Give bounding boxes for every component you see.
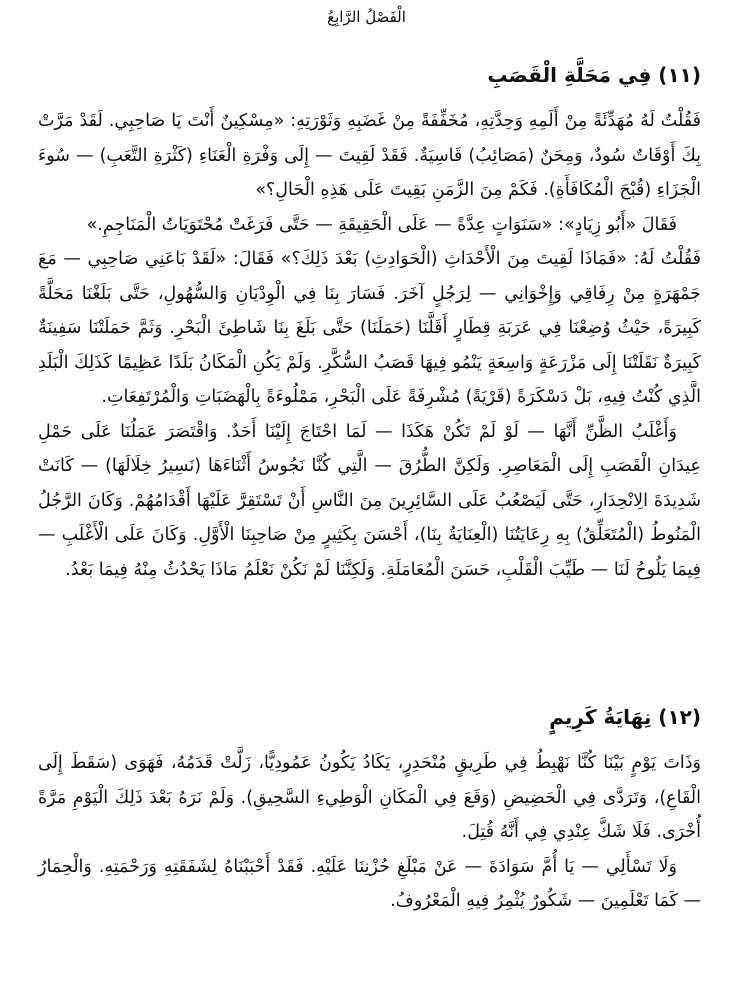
paragraph: وَأَغْلَبُ الظَّنِّ أَنَّهَا — لَوْ لَمْ تَكُنْ هَكَذَا — لَمَا احْتَاجَ إِلَيْنَا أَحَدٌ. وَاقْتَصَرَ عَمَلُنَا عَلَى حَمْلِ عِيدَانِ الْقَصَبِ إِلَى الْمَعَاصِرِ. وَلَكِنَّ الطُّرُقَ — الَّتِي كُنَّا نَجُوسُ أَثْنَاءَهَا (نَسِيرُ خِلَالَهَا) — كَانَتْ شَدِيدَةَ الِانْحِدَارِ، حَتَّى لَيَصْعُبُ عَلَى السَّائِرِينَ مِنَ النَّاسِ أَنْ تَسْتَقِرَّ عَلَيْهَا أَقْدَامُهُمْ. وَكَانَ الرَّجُلُ الْمَنُوطُ (الْمُتَعَلِّقُ) بِهِ رِعَايَتُنَا (الْعِنَايَةُ بِنَا)، أَحْسَنَ بِكَثِيرٍ مِنْ صَاحِبِنَا الْأَوَّلِ. وَكَانَ عَلَى الْأَغْلَبِ — فِيمَا يَلُوحُ لَنَا — طَيِّبَ الْقَلْبِ، حَسَنَ الْمُعَامَلَةِ. وَلَكِنَّنَا لَمْ نَكُنْ نَعْلَمُ مَاذَا يَحْدُثُ مِنْهُ فِيمَا بَعْدُ.	[38, 421, 701, 580]
section-11	[38, 58, 701, 587]
paragraph: وَلَا تَسْأَلِي — يَا أُمَّ سَوَادَةَ — عَنْ مَبْلَغِ حُزْنِنَا عَلَيْهِ. فَقَدْ أَحْبَبْنَاهُ لِشَفَقَتِهِ وَرَحْمَتِهِ. وَالْحِمَارُ — كَمَا تَعْلَمِينَ — شَكُورٌ يُثْمِرُ فِيهِ الْمَعْرُوفُ.	[38, 856, 701, 911]
paragraph: فَقَالَ «أَبُو زِيَادٍ»: «سَنَوَاتٍ عِدَّةً — عَلَى الْحَقِيقَةِ — حَتَّى فَرَغَتْ مُحْتَوَيَاتُ الْمَنَاجِمِ.»	[86, 214, 677, 235]
paragraph: فَقُلْتُ لَهُ مُهَدِّئَةً مِنْ أَلَمِهِ وَحِدَّتِهِ، مُخَفِّفَةً مِنْ غَضَبِهِ وَثَوْرَتِهِ: «مِسْكِينٌ أَنْتَ يَا صَاحِبِي. لَقَدْ مَرَّتْ بِكَ أَوْقَاتٌ سُودٌ، وَمِحَنٌ (مَصَائِبُ) قَاسِيَةٌ. فَقَدْ لَقِيتَ — إِلَى وَفْرَةِ الْعَنَاءِ (كَثْرَةِ التَّعَبِ) — سُوءَ الْجَزَاءِ (قُبْحَ الْمُكَافَأَةِ). فَكَمْ مِنَ الزَّمَنِ بَقِيتَ عَلَى هَذِهِ الْحَالِ؟»	[38, 111, 701, 200]
section-12	[38, 700, 701, 919]
paragraph: وَذَاتَ يَوْمٍ بَيْنَا كُنَّا نَهْبِطُ فِي طَرِيقٍ مُنْحَدِرٍ، يَكَادُ يَكُونُ عَمُودِيًّا، زَلَّتْ قَدَمُهُ، فَهَوَى (سَقَطَ إِلَى الْقَاعِ)، وَتَرَدَّى فِي الْحَضِيضِ (وَقَعَ فِي الْمَكَانِ الْوَطِيءِ السَّحِيقِ). وَلَمْ نَرَهُ بَعْدَ ذَلِكَ الْيَوْمِ مَرَّةً أُخْرَى. فَلَا شَكَّ عِنْدِي فِي أَنَّهُ قُتِلَ.	[38, 753, 701, 842]
section-title: (١٢) نِهَايَةُ كَرِيمٍ	[549, 705, 701, 729]
section-title: (١١) فِي مَحَلَّةِ الْقَصَبِ	[487, 63, 701, 87]
running-header-chapter-title: الْفَصْلُ الرَّابِعُ	[327, 8, 406, 26]
paragraph: فَقُلْتُ لَهُ: «فَمَاذَا لَقِيتَ مِنَ الْأَحْدَاثِ (الْحَوَادِثِ) بَعْدَ ذَلِكَ؟» فَقَالَ: «لَقَدْ بَاعَنِي صَاحِبِي — مَعَ جَمْهَرَةٍ مِنْ رِفَاقِي وَإِخْوَانِي — لِرَجُلٍ آخَرَ. فَسَارَ بِنَا فِي الْوِدْيَانِ وَالسُّهُولِ، حَتَّى بَلَغْنَا مَحَلَّةً كَبِيرَةً، حَيْثُ وُضِعْنَا فِي عَرَبَةِ قِطَارٍ أَقَلَّنَا (حَمَلَنَا) حَتَّى بَلَغَ بِنَا شَاطِئَ الْبَحْرِ. وَثَمَّ حَمَلَتْنَا سَفِينَةٌ كَبِيرَةٌ نَقَلَتْنَا إِلَى مَزْرَعَةٍ وَاسِعَةٍ يَنْمُو فِيهَا قَصَبُ السُّكَّرِ. وَلَمْ يَكُنِ الْمَكَانُ بَلَدًا عَظِيمًا كَذَلِكَ الْبَلَدِ الَّذِي كُنْتُ فِيهِ، بَلْ دَسْكَرَةً (قَرْيَةً) مُشْرِفَةً عَلَى الْبَحْرِ، مَمْلُوءَةً بِالْهَضَبَاتِ وَالْمُرْتَفِعَاتِ.	[38, 249, 701, 407]
